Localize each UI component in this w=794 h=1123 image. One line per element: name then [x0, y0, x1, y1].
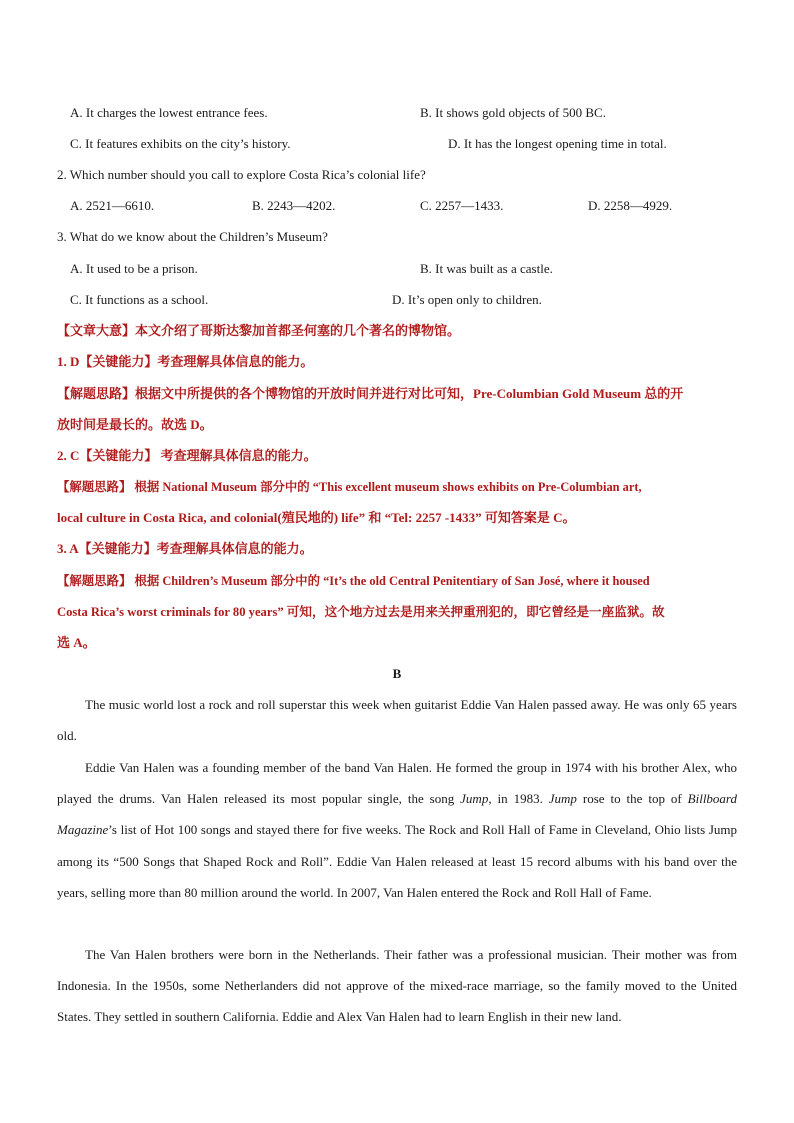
- q3-option-b: B. It was built as a castle.: [420, 261, 553, 276]
- answer-3-heading: 3. A【关键能力】考查理解具体信息的能力。: [57, 541, 313, 556]
- answer-1-reasoning-line-2: 放时间是最长的。故选 D。: [57, 417, 213, 432]
- q1-option-d: D. It has the longest opening time in total.: [448, 136, 667, 151]
- q2-stem: 2. Which number should you call to explore Costa Rica’s colonial life?: [57, 167, 426, 182]
- q3-option-d: D. It’s open only to children.: [392, 292, 542, 307]
- q1-option-b: B. It shows gold objects of 500 BC.: [420, 105, 606, 120]
- q1-option-c: C. It features exhibits on the city’s history.: [70, 136, 291, 151]
- paragraph-3-text: The Van Halen brothers were born in the Netherlands. Their father was a professional musician. Their mother was from Indonesia. In the 1950s, some Netherlanders did not approve of the mixed-race marriage, so the family moved to the United States. They settled in southern California. Eddie and Alex Van Halen had to learn English in their new land.: [57, 947, 737, 1025]
- passage-paragraph-3: [57, 939, 737, 1033]
- q3-option-a: A. It used to be a prison.: [70, 261, 198, 276]
- answer-1-heading: 1. D【关键能力】考查理解具体信息的能力。: [57, 354, 314, 369]
- q2-option-b: B. 2243—4202.: [252, 198, 336, 213]
- answer-3-reasoning-line-1: 【解题思路】 根据 Children’s Museum 部分中的 “It’s the old Central Penitentiary of San José, where it housed: [57, 574, 650, 588]
- paragraph-2-text-b: , in 1983.: [488, 791, 549, 807]
- answer-3-reasoning-line-3: 选 A。: [57, 635, 96, 650]
- answer-3-reasoning-line-2: Costa Rica’s worst criminals for 80 years” 可知，这个地方过去是用来关押重刑犯的，即它曾经是一座监狱。故: [57, 605, 665, 619]
- magazine-title: Billboard Magazine: [57, 791, 738, 838]
- q2-option-d: D. 2258—4929.: [588, 198, 673, 213]
- q2-option-c: C. 2257—1433.: [420, 198, 504, 213]
- paragraph-2-text-c: rose to the top of: [576, 791, 688, 807]
- answer-1-reasoning-line-1: 【解题思路】根据文中所提供的各个博物馆的开放时间并进行对比可知，Pre-Columbian Gold Museum 总的开: [57, 386, 684, 401]
- section-heading: B: [392, 666, 402, 681]
- paragraph-1-text: The music world lost a rock and roll superstar this week when guitarist Eddie Van Halen passed away. He was only 65 years old.: [57, 697, 737, 744]
- q2-option-a: A. 2521—6610.: [70, 198, 155, 213]
- q3-option-c: C. It functions as a school.: [70, 292, 209, 307]
- song-title-jump-2: Jump: [548, 791, 577, 807]
- q3-stem: 3. What do we know about the Children’s Museum?: [57, 229, 328, 244]
- song-title-jump: Jump: [460, 791, 489, 807]
- passage-paragraph-2: [57, 752, 737, 908]
- answer-2-reasoning-line-2: local culture in Costa Rica, and colonial(殖民地的) life” 和 “Tel: 2257 -1433” 可知答案是 C。: [57, 510, 576, 525]
- article-summary: 【文章大意】本文介绍了哥斯达黎加首都圣何塞的几个著名的博物馆。: [57, 323, 461, 338]
- paragraph-2-text-a: Eddie Van Halen was a founding member of the band Van Halen. He formed the group in 1974 with his brother Alex, who played the drums. Van Halen released its most popular single, the song: [57, 760, 737, 807]
- answer-2-heading: 2. C【关键能力】 考查理解具体信息的能力。: [57, 448, 317, 463]
- passage-paragraph-1: [57, 689, 737, 751]
- answer-2-reasoning-line-1: 【解题思路】 根据 National Museum 部分中的 “This excellent museum shows exhibits on Pre-Columbian art,: [57, 480, 642, 494]
- paragraph-2-text-d: ’s list of Hot 100 songs and stayed there for five weeks. The Rock and Roll Hall of Fame in Cleveland, Ohio lists Jump among its “500 Songs that Shaped Rock and Roll”. Eddie Van Halen released at least 15 record albums with his band over the years, selling more than 80 million around the world. In 2007, Van Halen entered the Rock and Roll Hall of Fame.: [57, 822, 737, 900]
- q1-option-a: A. It charges the lowest entrance fees.: [70, 105, 268, 120]
